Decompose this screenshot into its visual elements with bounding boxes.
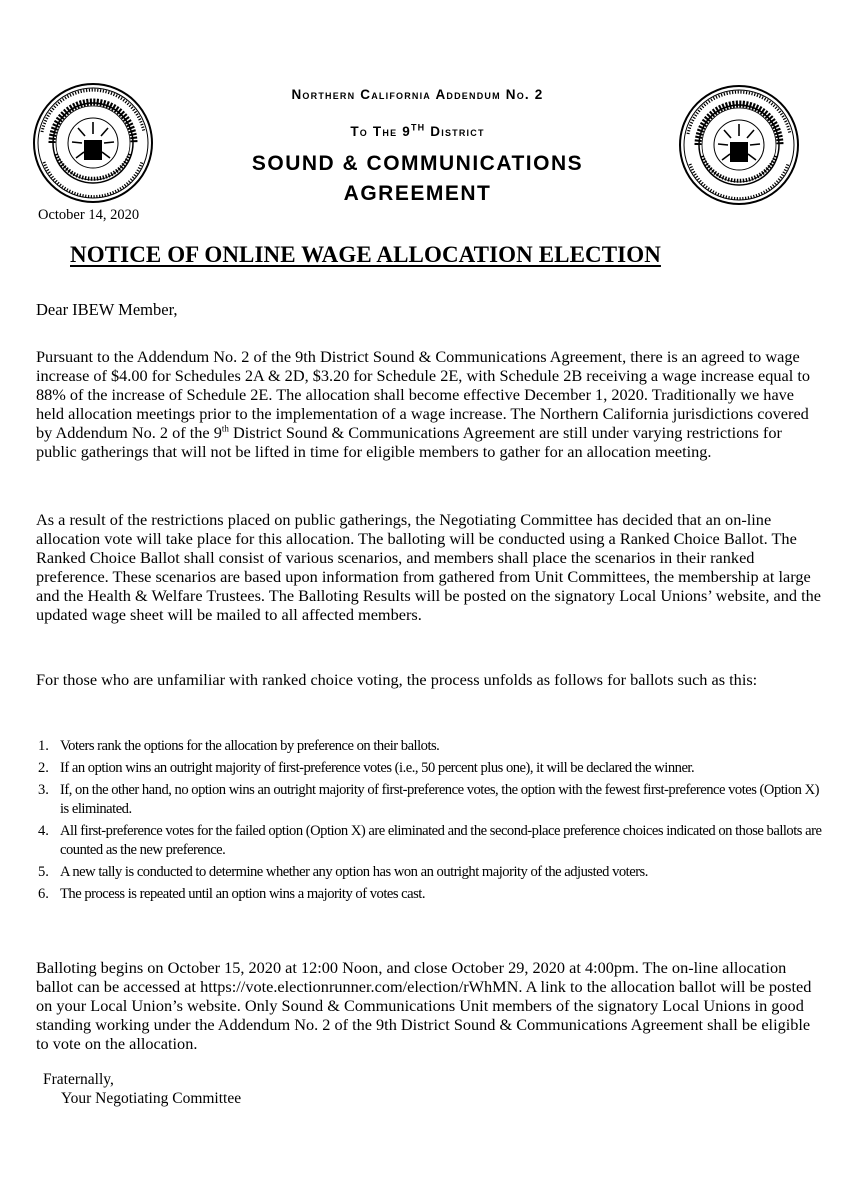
closing: Fraternally,	[43, 1071, 114, 1088]
header-district-sup: TH	[410, 122, 426, 133]
paragraph-balloting-details: Balloting begins on October 15, 2020 at 12:00 Noon, and close October 29, 2020 at 4:00pm. The on-line allocation ballot can be accessed at https://vote.electionrunner.com/election/rWhMN. A link to the allocation ballot will be posted on your Local Union’s website. Only Sound & Communications Unit members of the signatory Local Unions in good standing working under the Addendum No. 2 of the 9th District Sound & Communications Agreement shall be eligible to vote on the allocation.	[36, 958, 812, 1053]
list-item-text: Voters rank the options for the allocation by preference on their ballots.	[60, 738, 440, 754]
header-agreement-title	[180, 149, 655, 209]
list-item	[36, 863, 826, 882]
header-agreement-line1: SOUND & COMMUNICATIONS	[251, 152, 584, 175]
list-item-number: 6.	[38, 886, 49, 902]
paragraph-addendum-part1: Pursuant to the Addendum No. 2 of the 9th District Sound & Communications Agreement, there is an agreed to wage increase of $4.00 for Schedules 2A & 2D, $3.20 for Schedule 2E, with Schedule 2B receiving a wage increase equal to 88% of the increase of Schedule 2E. The allocation shall become effective December 1, 2020. Traditionally we have held allocation meetings prior to the implementation of a wage increase. The Northern California jurisdictions covered by Addendum No. 2 of the 9	[36, 347, 811, 442]
list-item	[36, 737, 826, 756]
header-district-prefix: To The 9	[350, 124, 411, 139]
list-item-number: 4.	[38, 823, 49, 839]
paragraph-ranked-choice-intro: For those who are unfamiliar with ranked choice voting, the process unfolds as follows for ballots such as this:	[36, 670, 758, 689]
notice-title: NOTICE OF ONLINE WAGE ALLOCATION ELECTION	[70, 242, 661, 267]
list-item-text: A new tally is conducted to determine whether any option has won an outright majority of the adjusted voters.	[60, 864, 648, 880]
paragraph-addendum-sup: th	[221, 423, 229, 434]
list-item	[36, 781, 826, 819]
paragraph-addendum-part2: District Sound & Communications Agreement are still under varying restrictions for public gatherings that will not be lifted in time for eligible members to gather for an allocation meeting.	[36, 423, 782, 461]
ibew-seal-right	[678, 84, 800, 206]
list-item-number: 5.	[38, 864, 49, 880]
list-item-text: All first-preference votes for the failed option (Option X) are eliminated and the second-place preference choices indicated on those ballots are counted as the new preference.	[60, 823, 822, 858]
header-district	[180, 124, 655, 139]
ibew-seal-left	[32, 82, 154, 204]
list-item-number: 2.	[38, 760, 49, 776]
list-item	[36, 759, 826, 778]
list-item-number: 1.	[38, 738, 49, 754]
list-item	[36, 885, 826, 904]
list-item-text: If an option wins an outright majority of first-preference votes (i.e., 50 percent plus one), it will be declared the winner.	[60, 760, 695, 776]
list-item	[36, 822, 826, 860]
signature: Your Negotiating Committee	[61, 1090, 242, 1107]
header-addendum: Northern California Addendum No. 2	[291, 87, 544, 102]
salutation: Dear IBEW Member,	[36, 300, 178, 319]
paragraph-restrictions: As a result of the restrictions placed on public gatherings, the Negotiating Committee has decided that an on-line allocation vote will take place for this allocation. The balloting will be conducted using a Ranked Choice Ballot. The Ranked Choice Ballot shall consist of various scenarios, and members shall place the scenarios in their ranked preference. These scenarios are based upon information from gathered from Unit Committees, the membership at large and the Health & Welfare Trustees. The Balloting Results will be posted on the signatory Local Unions’ website, and the updated wage sheet will be mailed to all affected members.	[36, 510, 822, 624]
header-district-suffix: District	[425, 124, 485, 139]
header-agreement-line2: AGREEMENT	[343, 182, 492, 205]
paragraph-addendum	[36, 347, 826, 461]
list-item-text: If, on the other hand, no option wins an outright majority of first-preference votes, the option with the fewest first-preference votes (Option X) is eliminated.	[60, 782, 820, 817]
list-item-text: The process is repeated until an option wins a majority of votes cast.	[60, 886, 426, 902]
list-item-number: 3.	[38, 782, 49, 798]
letter-date: October 14, 2020	[38, 207, 140, 223]
ranked-choice-steps	[36, 737, 826, 907]
